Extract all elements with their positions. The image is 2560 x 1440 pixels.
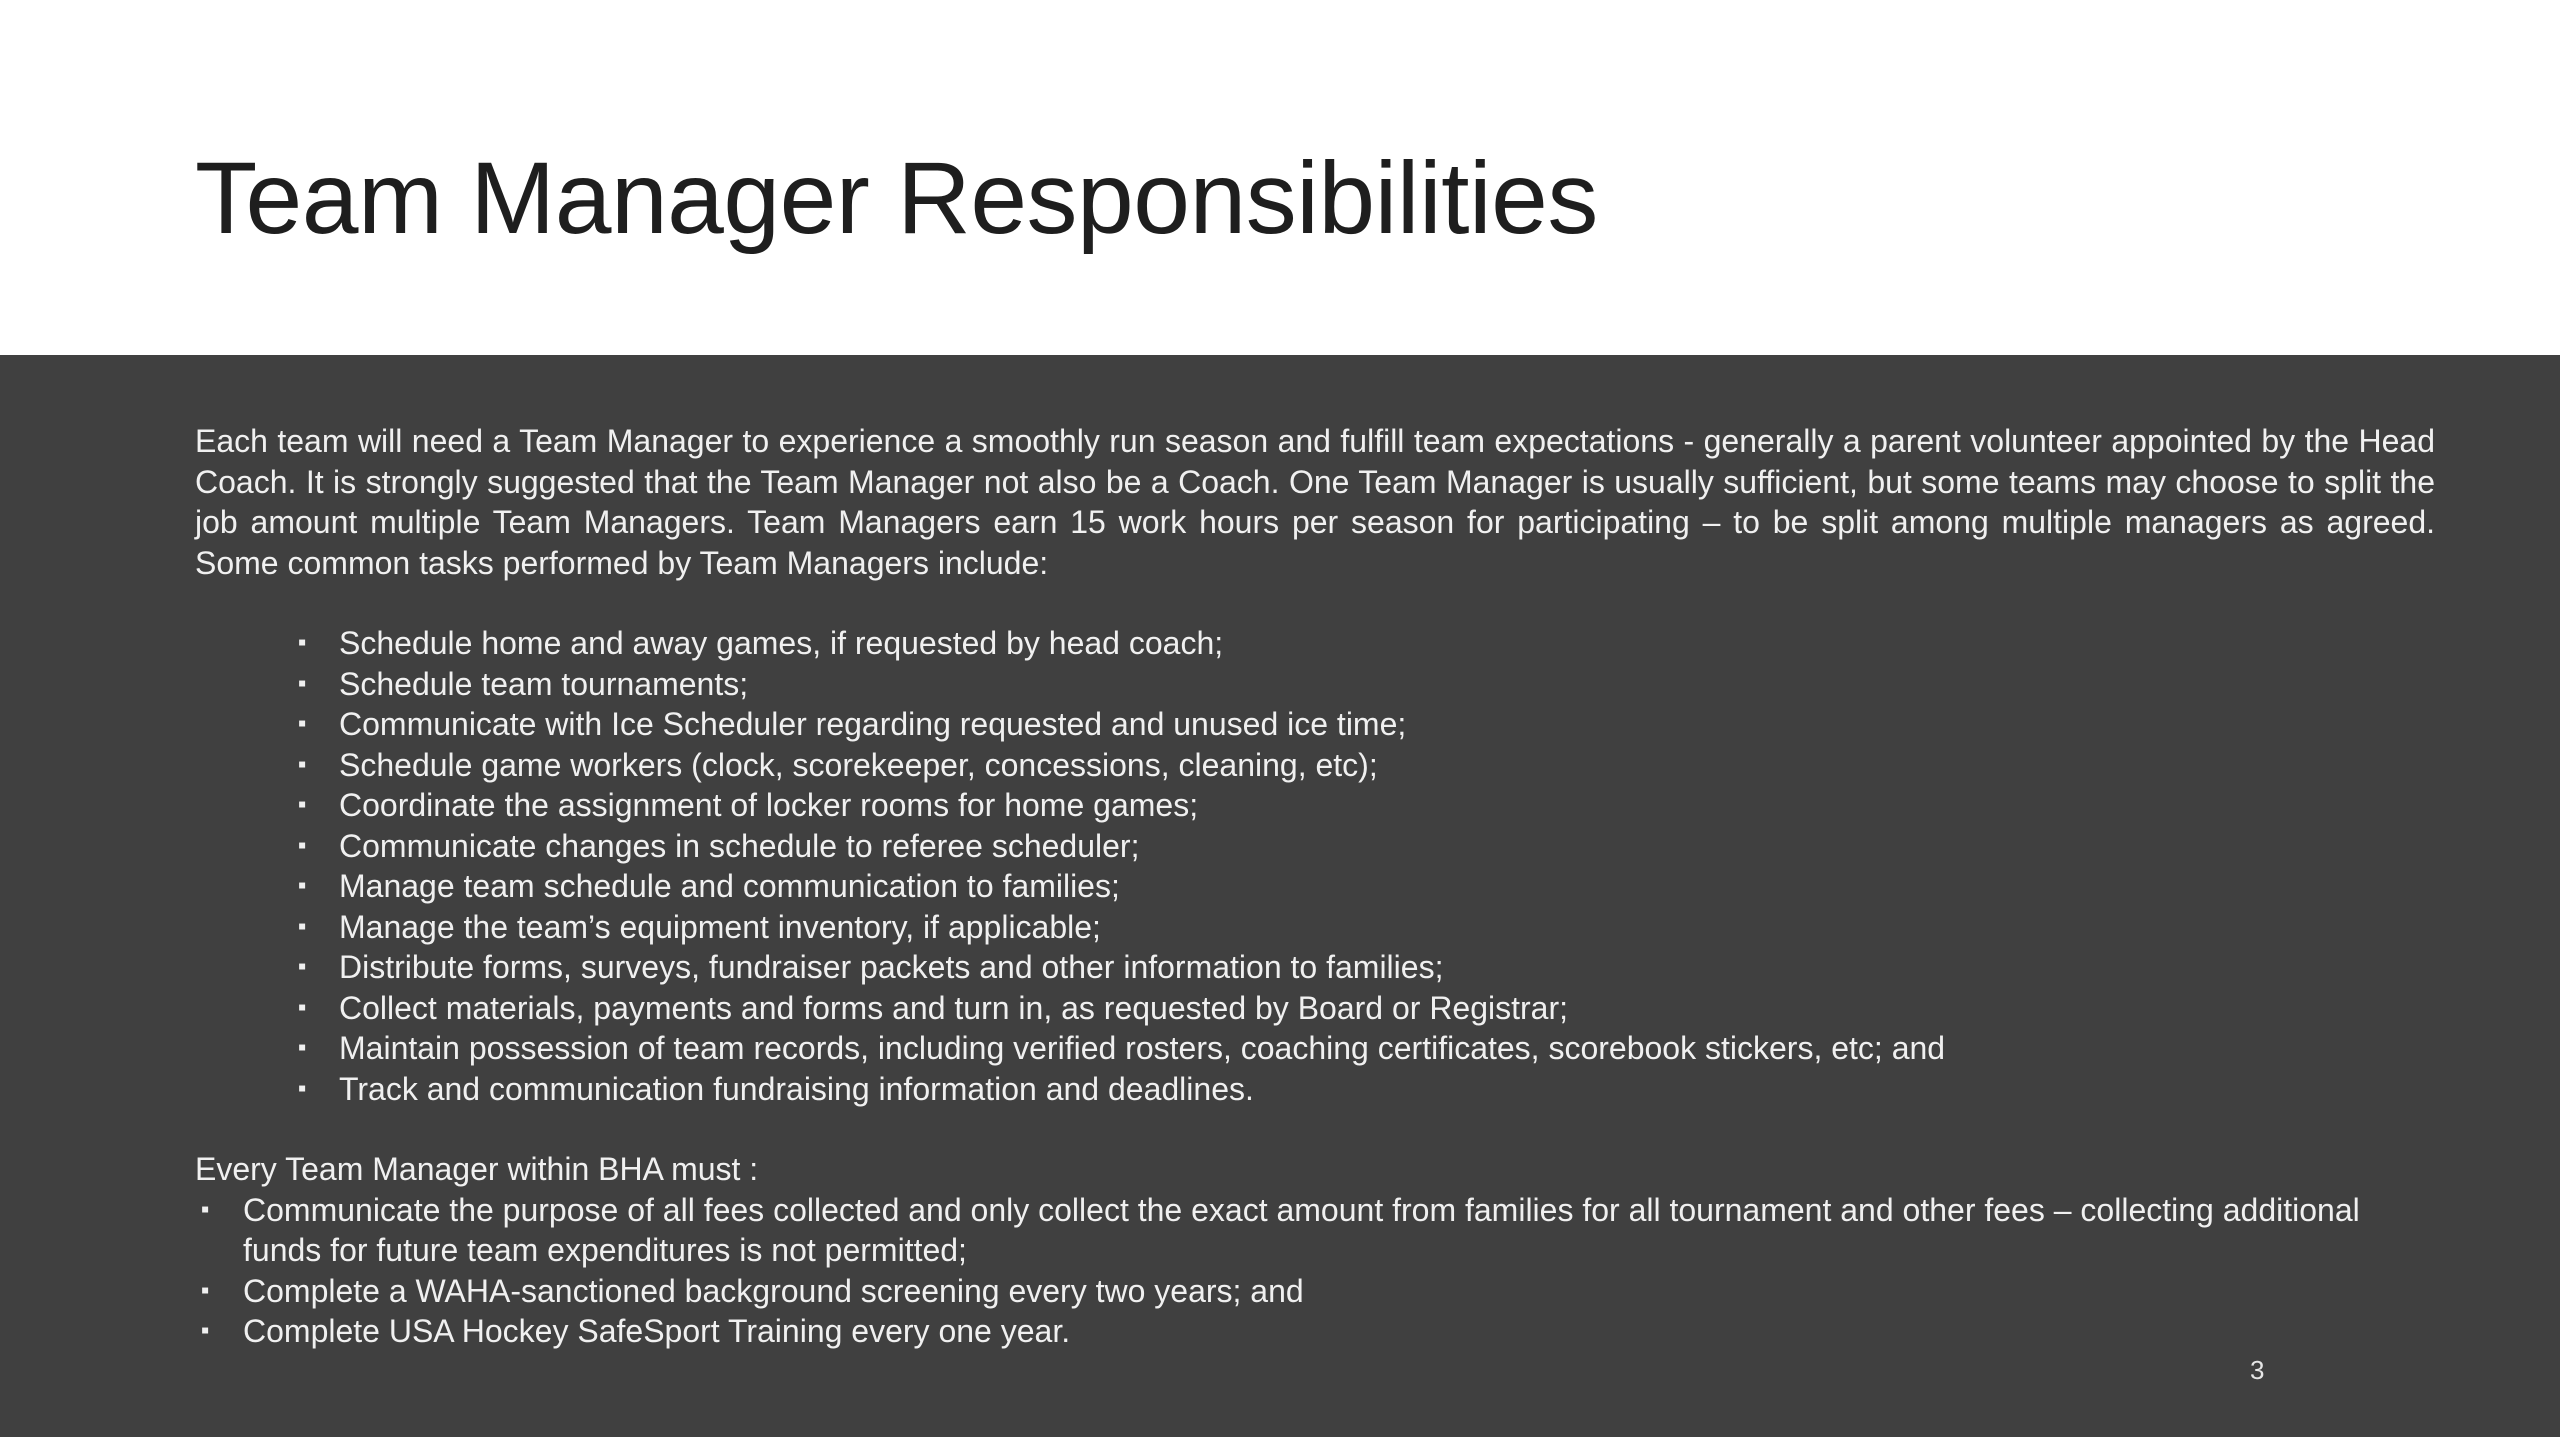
square-bullet-icon: ▪	[297, 791, 307, 818]
list-item-text: Coordinate the assignment of locker rooms for home games;	[339, 787, 1199, 823]
list-item	[200, 1311, 2435, 1352]
list-item-text: Manage the team’s equipment inventory, if applicable;	[339, 908, 1101, 945]
square-bullet-icon: ▪	[297, 750, 307, 778]
list-item	[297, 745, 2435, 786]
square-bullet-icon: ▪	[297, 710, 307, 737]
square-bullet-icon: ▪	[297, 953, 307, 980]
task-list	[195, 623, 2435, 1109]
list-item-text: Distribute forms, surveys, fundraiser packets and other information to families;	[339, 949, 1444, 985]
list-item-text: Complete a WAHA-sanctioned background screening every two years; and	[243, 1272, 1304, 1309]
list-item-text: Communicate with Ice Scheduler regarding requested and unused ice time;	[339, 706, 1407, 742]
list-item	[297, 1028, 2435, 1069]
square-bullet-icon: ▪	[297, 912, 307, 940]
list-item	[297, 988, 2435, 1029]
page-number: 3	[2250, 1355, 2265, 1385]
square-bullet-icon: ▪	[200, 1195, 210, 1223]
list-item-text: Maintain possession of team records, including verified rosters, coaching certificates, scorebook stickers, etc; and	[339, 1030, 1946, 1066]
square-bullet-icon: ▪	[297, 993, 307, 1021]
content-panel	[0, 355, 2560, 1437]
list-item-text: Communicate changes in schedule to referee scheduler;	[339, 827, 1140, 864]
list-item-text: Schedule team tournaments;	[339, 665, 749, 702]
list-item	[297, 664, 2435, 705]
square-bullet-icon: ▪	[297, 1074, 307, 1102]
list-item	[297, 947, 2435, 988]
list-item	[297, 907, 2435, 948]
square-bullet-icon: ▪	[297, 1034, 307, 1061]
requirements-list	[195, 1190, 2435, 1352]
requirements-heading: Every Team Manager within BHA must :	[195, 1151, 759, 1187]
list-item-text: Collect materials, payments and forms and turn in, as requested by Board or Registrar;	[339, 989, 1569, 1026]
list-item-text: Manage team schedule and communication to families;	[339, 868, 1120, 904]
list-item	[297, 826, 2435, 867]
list-item-text: Schedule game workers (clock, scorekeeper, concessions, cleaning, etc);	[339, 746, 1378, 783]
square-bullet-icon: ▪	[297, 669, 307, 697]
intro-paragraph: Each team will need a Team Manager to experience a smoothly run season and fulfill team expectations - generally a parent volunteer appointed by the Head Coach. It is strongly suggested that the Team Manager not also be a Coach. One Team Manager is usually sufficient, but some teams may choose to split the job amount multiple Team Managers. Team Managers earn 15 work hours per season for participating – to be split among multiple managers as agreed. Some common tasks performed by Team Managers include:	[195, 423, 2435, 581]
square-bullet-icon: ▪	[200, 1276, 210, 1304]
square-bullet-icon: ▪	[297, 872, 307, 899]
square-bullet-icon: ▪	[297, 831, 307, 859]
list-item	[200, 1190, 2435, 1271]
square-bullet-icon: ▪	[200, 1317, 210, 1344]
title-area	[0, 0, 2560, 355]
slide-title: Team Manager Responsibilities	[195, 141, 1598, 255]
list-item	[297, 1069, 2435, 1110]
list-item	[297, 866, 2435, 907]
list-item-text: Complete USA Hockey SafeSport Training every one year.	[243, 1313, 1071, 1349]
list-item	[297, 704, 2435, 745]
list-item-text: Communicate the purpose of all fees collected and only collect the exact amount from families for all tournament and other fees – collecting additional funds for future team expenditures is not permitted;	[243, 1191, 2360, 1268]
list-item	[297, 623, 2435, 664]
list-item-text: Schedule home and away games, if requested by head coach;	[339, 625, 1224, 661]
list-item	[200, 1271, 2435, 1312]
list-item	[297, 785, 2435, 826]
list-item-text: Track and communication fundraising information and deadlines.	[339, 1070, 1254, 1107]
content-body	[195, 421, 2435, 1352]
square-bullet-icon: ▪	[297, 629, 307, 656]
